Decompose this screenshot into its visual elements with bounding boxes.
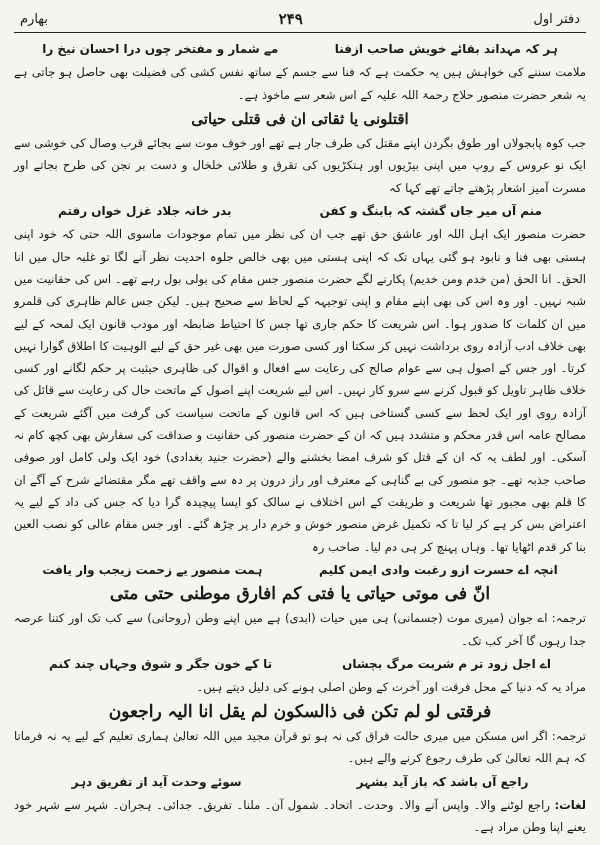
verse-line: بدر خانہ جلاد غزل خواں رفتم	[58, 204, 232, 219]
verse-line: مے شمار و مفتخر چوں درا احسان نیخ را	[42, 42, 279, 56]
glossary-text: راجع لوٹنے والا۔ واپس آنے والا۔ وحدت۔ اتحاد۔ شمول آن۔ ملنا۔ تفریق۔ جدائی۔ ہجران۔ شہر سے شہر خود یعنے اپنا وطن مراد ہے۔	[14, 797, 586, 835]
verse-couplet	[14, 38, 586, 60]
page-header	[14, 8, 586, 33]
verse-line: تا کے خون جگر و شوق وجہاں چند کنم	[49, 657, 273, 672]
arabic-verse: فرقتی لو لم تکن فی ذالسکون لم یقل انا الیہ راجعون	[108, 701, 492, 722]
page-number: ۲۴۹	[278, 10, 303, 28]
verse-couplet	[14, 771, 586, 793]
paragraph: حضرت منصور ایک اہل اللہ اور عاشق حق تھے جب ان کی نظر میں تمام موجودات ماسوی اللہ حتی کہ خود اپنی ہستی بھی فنا و نابود ہو گئی یہاں تک کہ اپنی ہستی میں بھی خالص جلوہ احدیت نظر آنے لگا تو غلبہ حال میں انا الحق۔ انا الحق (من خدم ومن خدیم) پکارنے لگے حضرت منصور جس مقام کی بولی بول رہے تھے۔ اس کی حقانیت میں شبہ نہیں۔ اور وہ اس کی بھی اپنے مقام و اپنی توجیہہ کے لحاظ سے صحیح ہیں۔ لیکن جس عالم ظاہری کی قلمرو میں ان کلمات کا صدور ہوا۔ اس شریعت کا حکم جاری تھا جس کا احتیاط ضابطہ اور مودب قانون ایک لمحہ کے لیے بھی خلاف ادب آزادہ روی برداشت نہیں کر سکتا اور کسی صورت میں بھی غیر حق کے لیے الوہیت کا اطلاق گوارا نہیں کرتا۔ اور جس کے اصول ہی سے عوام صالح کی رعایت سے افعال و اقوال کی ظاہری حیثیت پر حکم لگانے اور کسی خلاف ظاہر تاویل کو قبول کرنے سے سرو کار نہیں۔ اس لیے شریعت اپنے اصول کے ماتحت حال کی رعایت سے قائل کی آزادہ روی اور ایک لحظ سے کسی گستاخی ہیں کہ اس قانون کے ماتحت سیاست کی گرفت میں آگئے شریعت کے مصالح عامہ اس قدر محکم و متشدد ہیں کہ ان کے حضرت منصور کی حقانیت و صداقت کی سفارش بھی کچھ کام نہ آسکی۔ اور لطف یہ کہ ان کے قتل کو شرف امضا بخشنے والے (حضرت جنید بغدادی) خود ایک ولی کامل اور صوفی صاحب جذبہ تھے۔ جو منصور کی بے گناہی کے معترف اور راز درون پر دہ سے واقف تھے مگر مقتضائے شرح کے آگے ان کا قلم بھی مجبور تھا شریعت و طریقت کے اس اختلاف نے سالک کو ایسا پیچیدہ گرا دیا کہ جس کی داد کے لیے یہ اعتراض بس کر ہے کر لیا تا کہ تکمیل غرض منصور خوش و خرم دار پر چڑھ گئے۔ اور جس مقام عالی کو نصب العین بنا کر قدم اٹھایا تھا۔ وہاں پہنچ کر ہی دم لیا۔ صاحب رہ	[14, 227, 586, 554]
verse-line: منم آں میر جاں گشتہ کہ بابنگ و کفن	[319, 204, 542, 219]
arabic-verse: انّ فی موتی حیاتی یا فتی کم افارق موطنی حتی متی	[109, 584, 491, 605]
verse-line: راجع آں باشد کہ باز آید بشہر	[356, 774, 529, 789]
verse-couplet	[14, 200, 586, 222]
verse-line: ہمت منصور یے زحمت زیجب وار یافت	[42, 562, 263, 577]
header-right-title: دفتر اول	[533, 11, 580, 27]
arabic-verse: اقتلونی یا ثقاتی ان فی قتلی حیاتی	[191, 109, 409, 128]
header-left-title: بھارم	[20, 11, 48, 27]
verse-couplet	[14, 653, 586, 675]
paragraph: ترجمہ: اگر اس مسکن میں میری حالت فراق کی نہ ہو تو قرآن مجید میں اللہ تعالیٰ ہماری تعلیم کے لیے یہ نہ فرماتا کہ ہم اللہ تعالیٰ کی طرف رجوع کرنے والے ہیں۔	[14, 728, 586, 766]
verse-line: اے اجل زود تر م شربت مرگ بچشاں	[342, 657, 552, 672]
glossary-label: لغات:	[554, 797, 587, 812]
glossary	[14, 794, 586, 839]
verse-line: سوئے وحدت آید از تفریق دہر	[71, 774, 242, 789]
paragraph: ملامت سننے کی خواہش ہیں یہ حکمت ہے کہ فنا سے جسم کے ساتھ نفس کشی کی فضیلت بھی حاصل ہو جاتی ہے یہ شعر حضرت منصور حلاج رحمۃ اللہ علیہ کے اس شعر سے ماخوذ ہے۔	[14, 65, 586, 102]
paragraph: مراد یہ کہ دنیا کے محل فرقت اور آخرت کے وطن اصلی ہونے کی دلیل دیتے ہیں۔	[196, 680, 586, 695]
page-content	[14, 33, 586, 838]
verse-couplet	[14, 559, 586, 581]
verse-line: ہر کہ مہداند بقائے خویش صاحب ازفنا	[334, 42, 558, 56]
paragraph: ترجمہ: اے جوان (میری موت (جسمانی) ہی میں حیات (ابدی) ہے میں اپنے وطن (روحانی) سے کب تک اور کتنا عرصہ جدا رہوں گا آخر کب تک۔	[14, 611, 586, 648]
paragraph: جب کوہ پابجولاں اور طوق بگردن اپنے مقتل کی طرف جار ہے تھے اور خوف موت سے بجائے قرب وصال کی خوشی سے ایک نو عروس کے روپ میں اپنی بیڑیوں اور ہتکڑیوں کی تقرق و طلائی خلخال و دست بر نجن کی طرح بجاتے اور مسرت آمیز اشعار پڑھتے جاتے تھے کہا کہ	[14, 136, 586, 195]
verse-line: انچہ اے حسرت ازو رغبت وادی ایمن کلیم	[319, 562, 558, 577]
